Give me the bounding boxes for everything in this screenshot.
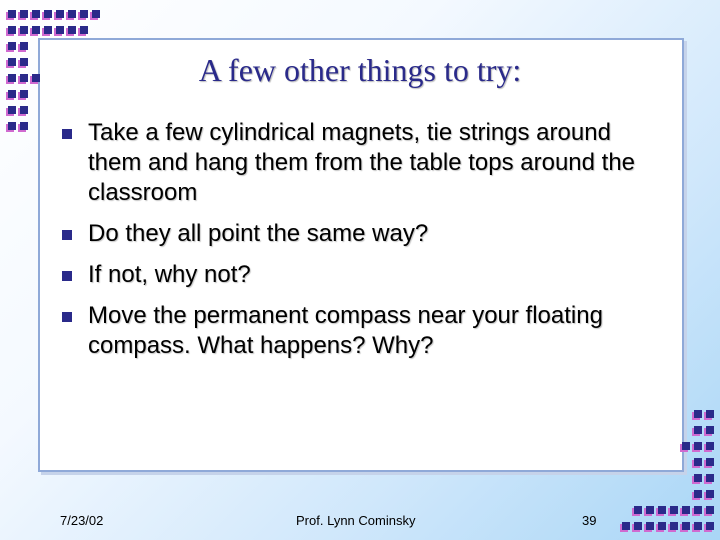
decor-square — [20, 106, 28, 114]
decor-square — [32, 10, 40, 18]
bullet-item — [58, 219, 658, 249]
decor-square — [706, 410, 714, 418]
decor-square — [56, 10, 64, 18]
bullet-text: Move the permanent compass near your floating compass. What happens? Why? — [88, 302, 603, 359]
decor-square — [694, 490, 702, 498]
decor-square — [706, 522, 714, 530]
decor-square — [682, 522, 690, 530]
decor-square — [68, 10, 76, 18]
decor-square — [634, 506, 642, 514]
decor-square — [706, 426, 714, 434]
decor-square — [20, 42, 28, 50]
bullet-item — [58, 301, 658, 361]
decor-square — [44, 10, 52, 18]
footer-page-number: 39 — [582, 513, 597, 528]
decor-square — [44, 26, 52, 34]
bullet-text: Take a few cylindrical magnets, tie strings around them and hang them from the table tops around the classroom — [88, 119, 636, 206]
bullet-square-icon — [62, 271, 72, 281]
decor-square — [20, 26, 28, 34]
decor-square — [706, 442, 714, 450]
decor-square — [694, 458, 702, 466]
decor-square — [8, 26, 16, 34]
decor-square — [8, 10, 16, 18]
decor-square — [694, 442, 702, 450]
decor-square — [694, 522, 702, 530]
bullet-text: If not, why not? — [88, 261, 251, 288]
decor-square — [706, 506, 714, 514]
decor-square — [80, 26, 88, 34]
decor-square — [682, 506, 690, 514]
decor-square — [20, 90, 28, 98]
bottom-right-decor — [620, 400, 720, 540]
bullet-square-icon — [62, 129, 72, 139]
decor-square — [32, 26, 40, 34]
decor-square — [8, 122, 16, 130]
decor-square — [694, 410, 702, 418]
decor-square — [694, 426, 702, 434]
decor-square — [694, 506, 702, 514]
bullet-item — [58, 118, 658, 208]
decor-square — [92, 10, 100, 18]
bullet-item — [58, 260, 658, 290]
decor-square — [706, 474, 714, 482]
bullet-list — [58, 118, 658, 372]
bullet-text: Do they all point the same way? — [88, 220, 429, 247]
footer-author: Prof. Lynn Cominsky — [296, 513, 416, 528]
decor-square — [670, 506, 678, 514]
slide-title: A few other things to try: — [198, 52, 522, 88]
decor-square — [706, 490, 714, 498]
bullet-square-icon — [62, 230, 72, 240]
decor-square — [646, 506, 654, 514]
decor-square — [706, 458, 714, 466]
decor-square — [68, 26, 76, 34]
decor-square — [80, 10, 88, 18]
decor-square — [8, 106, 16, 114]
footer-date: 7/23/02 — [60, 513, 104, 528]
decor-square — [56, 26, 64, 34]
decor-square — [658, 522, 666, 530]
decor-square — [694, 474, 702, 482]
decor-square — [646, 522, 654, 530]
decor-square — [20, 122, 28, 130]
decor-square — [20, 10, 28, 18]
decor-square — [682, 442, 690, 450]
bullet-square-icon — [62, 312, 72, 322]
decor-square — [634, 522, 642, 530]
decor-square — [670, 522, 678, 530]
decor-square — [658, 506, 666, 514]
decor-square — [622, 522, 630, 530]
decor-square — [8, 42, 16, 50]
decor-square — [8, 90, 16, 98]
